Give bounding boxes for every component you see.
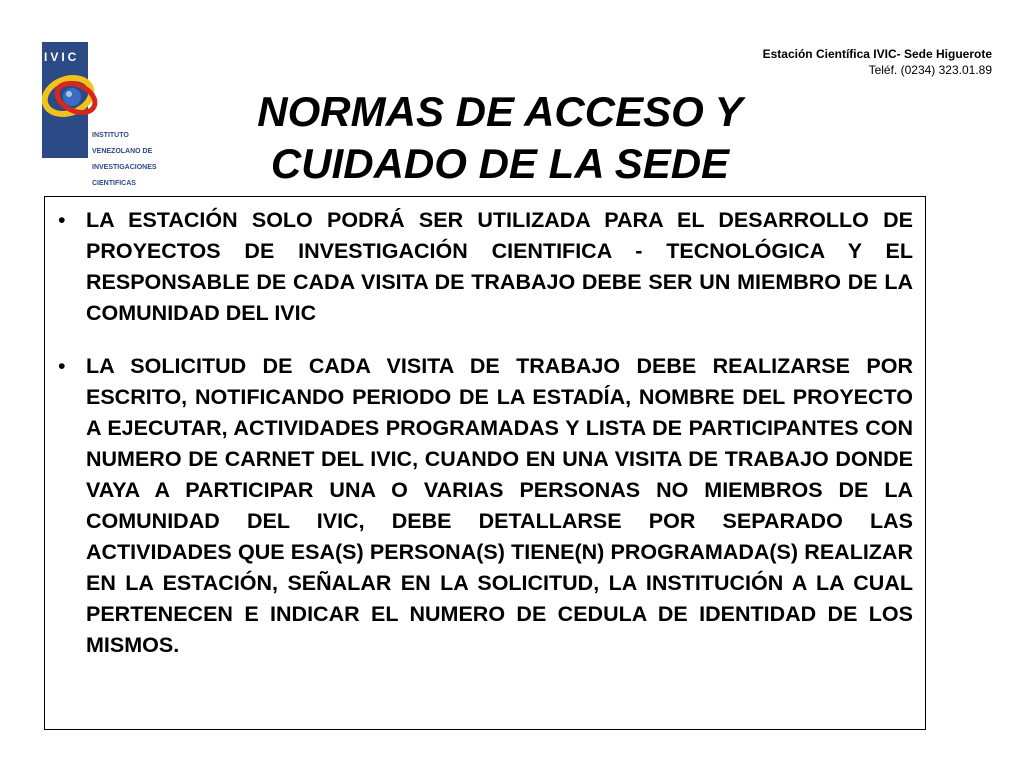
logo-name-line: VENEZOLANO DE: [92, 148, 153, 155]
ivic-logo: [42, 42, 166, 187]
logo-name-line: INVESTIGACIONES: [92, 164, 157, 171]
title-line-2: CUIDADO DE LA SEDE: [270, 140, 730, 187]
logo-name-line: CIENTIFICAS: [92, 180, 136, 187]
rule-item: [58, 205, 913, 329]
title-line-1: NORMAS DE ACCESO Y: [257, 88, 743, 135]
logo-abbreviation: IVIC: [44, 50, 80, 64]
logo-name-line: INSTITUTO: [92, 132, 129, 139]
station-phone: Teléf. (0234) 323.01.89: [868, 63, 992, 77]
rule-text: LA SOLICITUD DE CADA VISITA DE TRABAJO DEBE REALIZARSE POR ESCRITO, NOTIFICANDO PERIODO DE LA ESTADÍA, NOMBRE DEL PROYECTO A EJECUTAR, ACTIVIDADES PROGRAMADAS Y LISTA DE PARTICIPANTES CON NUMERO DE CARNET DEL IVIC, CUANDO EN UNA VISITA DE TRABAJO DONDE VAYA A PARTICIPAR UNA O VARIAS PERSONAS NO MIEMBROS DE LA COMUNIDAD DEL IVIC, DEBE DETALLARSE POR SEPARADO LAS ACTIVIDADES QUE ESA(S) PERSONA(S) TIENE(N) PROGRAMADA(S) REALIZAR EN LA ESTACIÓN, SEÑALAR EN LA SOLICITUD, LA INSTITUCIÓN A LA CUAL PERTENECEN E INDICAR EL NUMERO DE CEDULA DE IDENTIDAD DE LOS MISMOS.: [86, 354, 913, 657]
rule-item: [58, 351, 913, 661]
logo-rings-icon: [42, 70, 104, 122]
station-name: Estación Científica IVIC- Sede Higuerote: [762, 47, 992, 61]
rules-list: [45, 197, 925, 661]
rule-text: LA ESTACIÓN SOLO PODRÁ SER UTILIZADA PARA EL DESARROLLO DE PROYECTOS DE INVESTIGACIÓN CIENTIFICA - TECNOLÓGICA Y EL RESPONSABLE DE CADA VISITA DE TRABAJO DEBE SER UN MIEMBRO DE LA COMUNIDAD DEL IVIC: [86, 208, 913, 325]
page-title: [200, 86, 800, 190]
rules-box: [44, 196, 926, 730]
logo-institute-name: [92, 124, 170, 196]
bullet-icon: •: [58, 354, 66, 378]
bullet-icon: •: [58, 208, 66, 232]
